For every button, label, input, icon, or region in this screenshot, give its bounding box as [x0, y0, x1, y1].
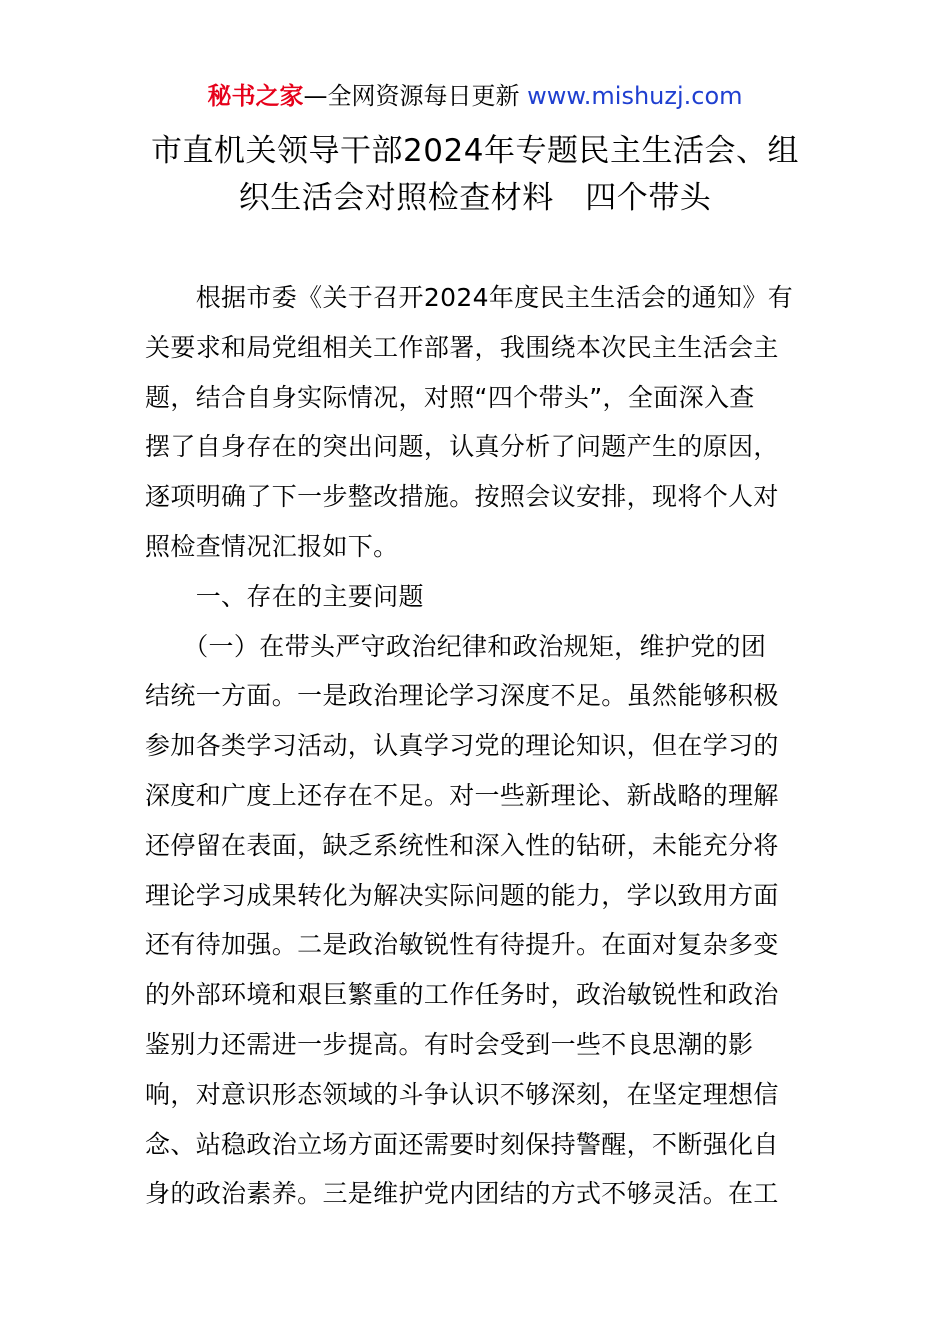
site-tagline: —全网资源每日更新: [303, 82, 528, 110]
body-line: 还有待加强。二是政治敏锐性有待提升。在面对复杂多变: [145, 930, 779, 960]
body-line: 题，结合自身实际情况，对照“四个带头”，全面深入查: [145, 382, 755, 412]
section-heading: 一、存在的主要问题: [145, 581, 424, 611]
site-header: [0, 80, 950, 112]
body-line: 身的政治素养。三是维护党内团结的方式不够灵活。在工: [145, 1179, 779, 1209]
body-line: 关要求和局党组相关工作部署，我围绕本次民主生活会主: [145, 332, 779, 362]
document-title: [140, 128, 810, 222]
body-line: 鉴别力还需进一步提高。有时会受到一些不良思潮的影: [145, 1029, 754, 1059]
body-line: 照检查情况汇报如下。: [145, 531, 399, 561]
title-line-2: 织生活会对照检查材料 四个带头: [238, 180, 712, 216]
title-line-1: 市直机关领导干部2024年专题民主生活会、组: [151, 133, 799, 169]
body-line: 理论学习成果转化为解决实际问题的能力，学以致用方面: [145, 880, 779, 910]
body-line: 念、站稳政治立场方面还需要时刻保持警醒，不断强化自: [145, 1129, 779, 1159]
document-body: [145, 273, 815, 1219]
body-line: 根据市委《关于召开2024年度民主生活会的通知》有: [145, 283, 794, 312]
body-line: 的外部环境和艰巨繁重的工作任务时，政治敏锐性和政治: [145, 980, 779, 1010]
body-line: 逐项明确了下一步整改措施。按照会议安排，现将个人对: [145, 482, 779, 512]
body-line: 响，对意识形态领域的斗争认识不够深刻，在坚定理想信: [145, 1079, 779, 1109]
body-line: （一）在带头严守政治纪律和政治规矩，维护党的团: [145, 631, 767, 661]
site-brand: 秘书之家: [207, 82, 304, 110]
body-line: 结统一方面。一是政治理论学习深度不足。虽然能够积极: [145, 681, 779, 711]
body-line: 还停留在表面，缺乏系统性和深入性的钻研，未能充分将: [145, 830, 779, 860]
body-line: 深度和广度上还存在不足。对一些新理论、新战略的理解: [145, 780, 779, 810]
body-line: 摆了自身存在的突出问题，认真分析了问题产生的原因，: [145, 432, 779, 462]
site-url-link[interactable]: www.mishuzj.com: [527, 82, 743, 110]
body-line: 参加各类学习活动，认真学习党的理论知识，但在学习的: [145, 731, 779, 761]
